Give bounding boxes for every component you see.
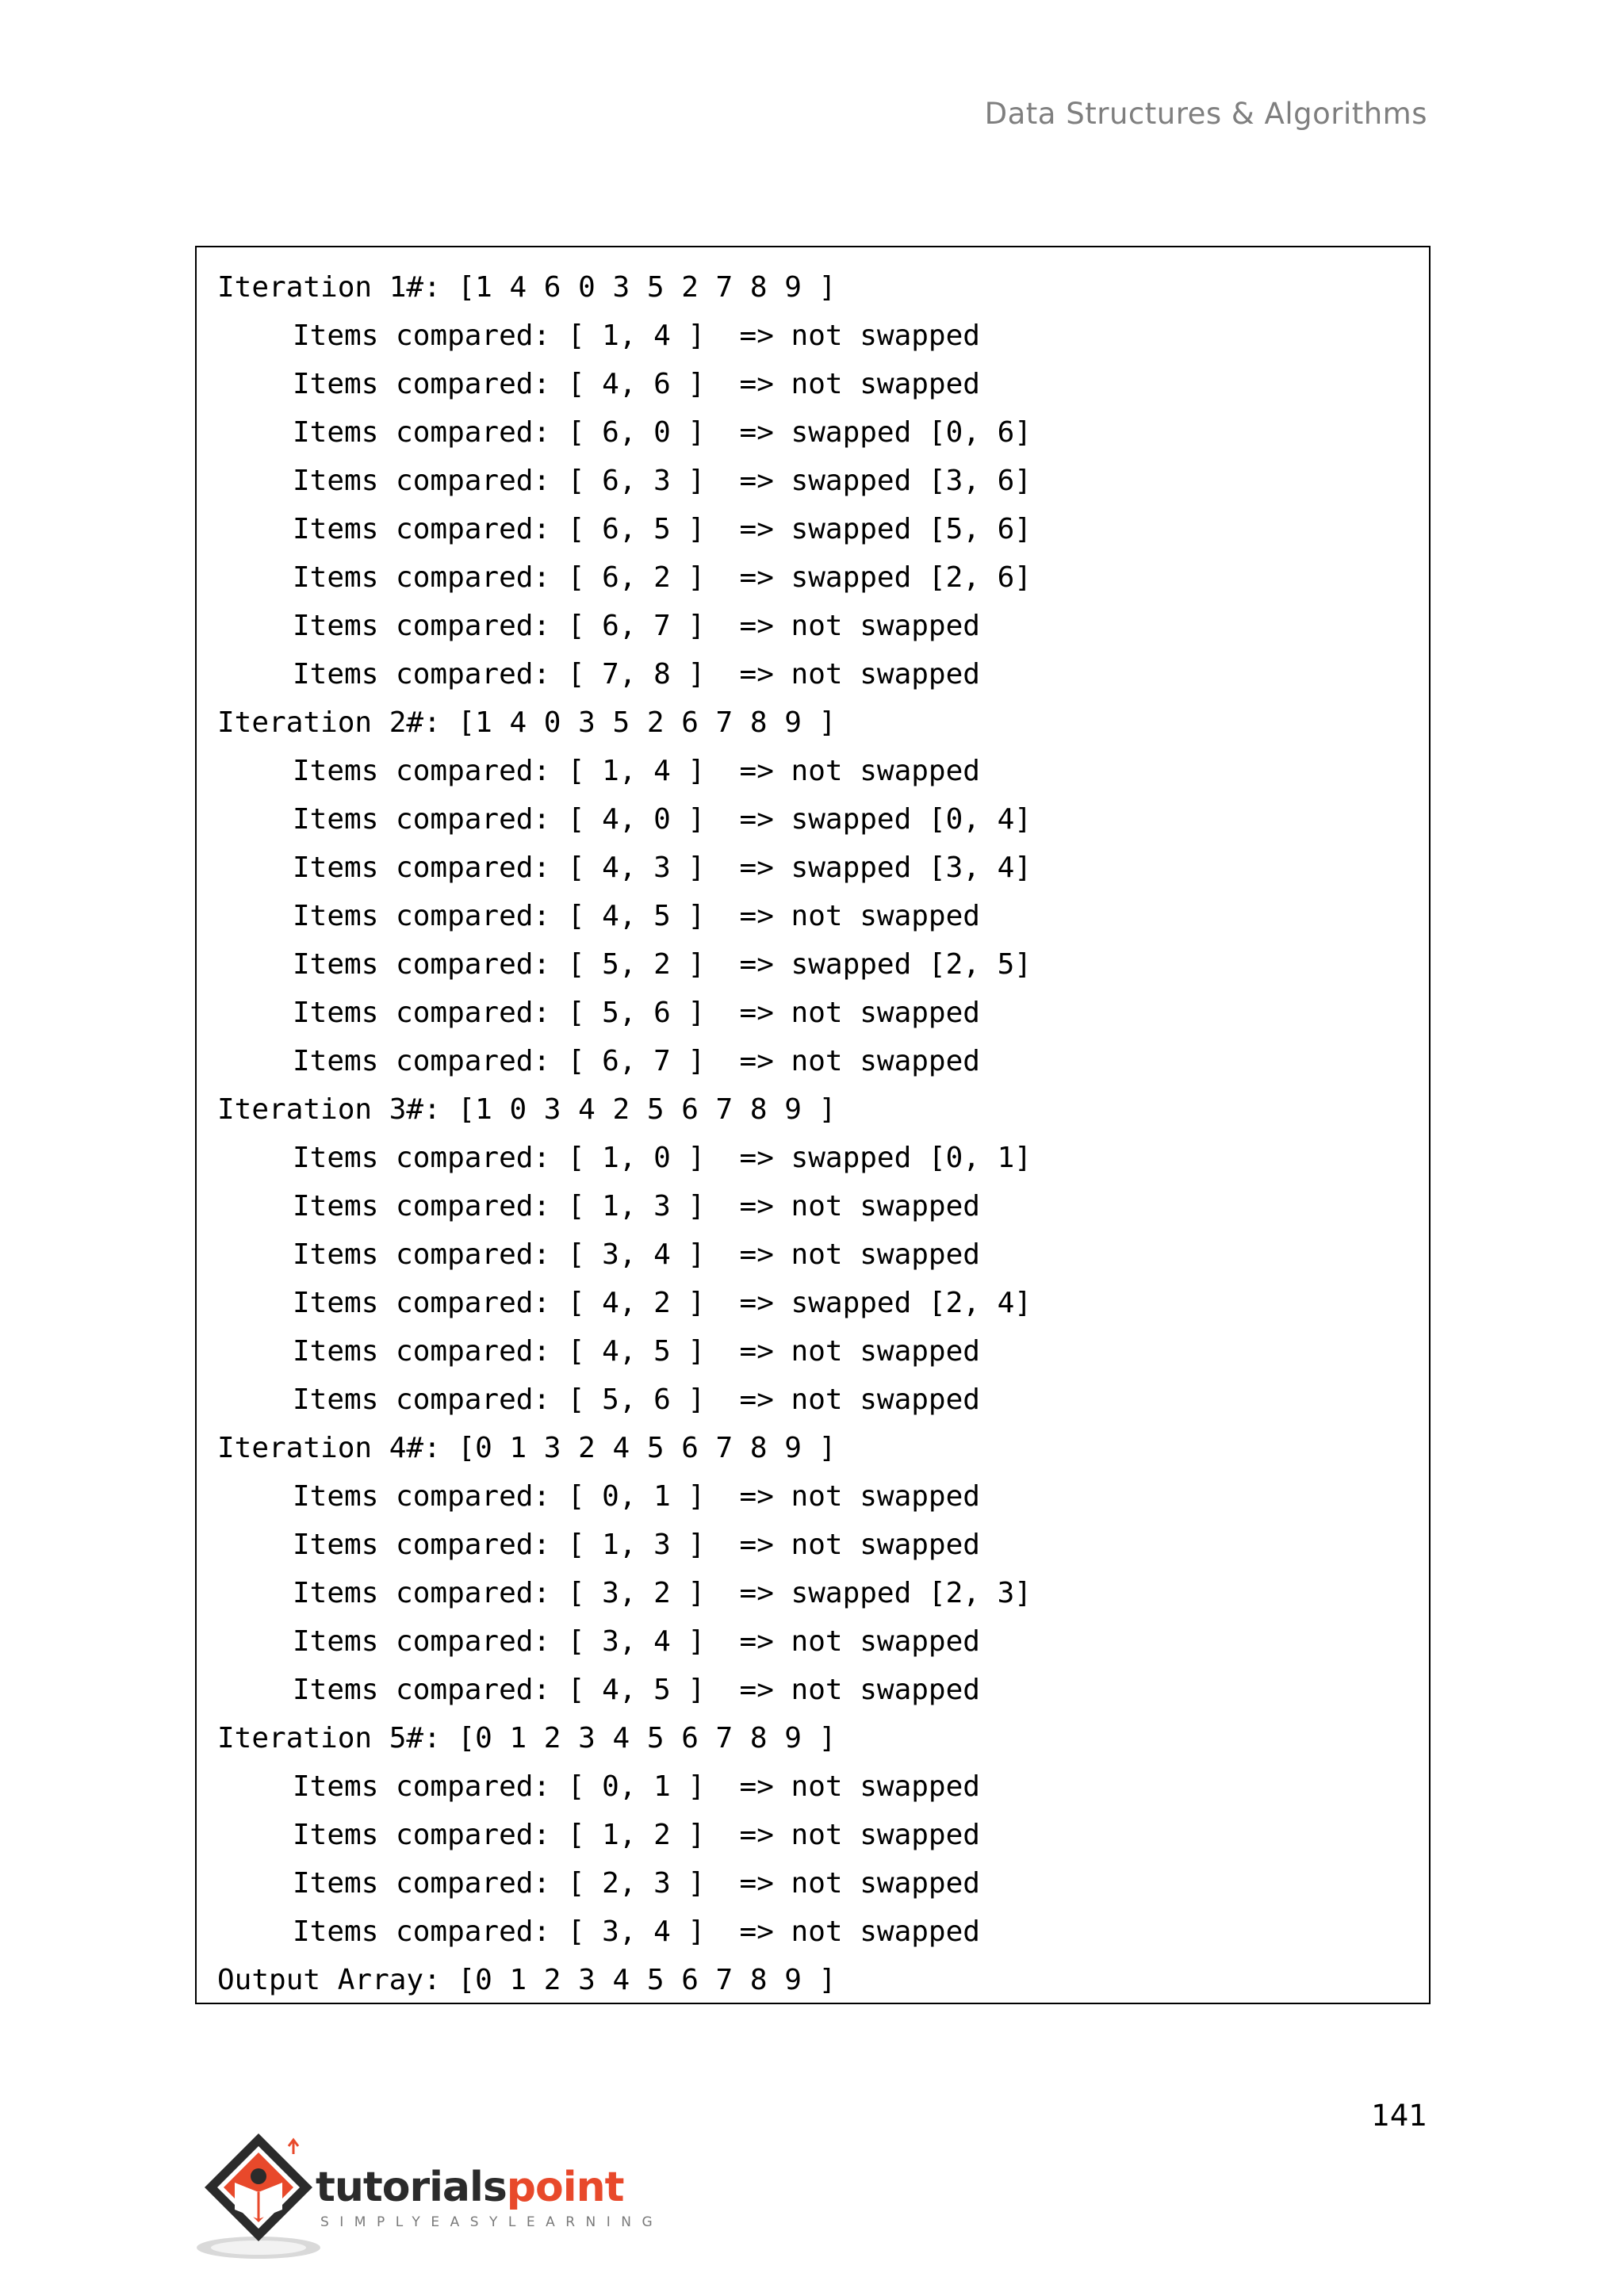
code-line-comparison: Items compared: [ 4, 0 ] => swapped [0, 4] xyxy=(293,803,1032,836)
code-line-comparison: Items compared: [ 4, 2 ] => swapped [2, 4] xyxy=(293,1287,1032,1319)
code-line-comparison: Items compared: [ 1, 0 ] => swapped [0, 1] xyxy=(293,1142,1032,1174)
code-line-comparison: Items compared: [ 3, 4 ] => not swapped xyxy=(293,1915,980,1948)
code-line-comparison: Items compared: [ 1, 4 ] => not swapped xyxy=(293,755,980,787)
code-line-comparison: Items compared: [ 6, 7 ] => not swapped xyxy=(293,1045,980,1077)
code-line-comparison: Items compared: [ 4, 3 ] => swapped [3, 4] xyxy=(293,851,1032,884)
code-line-comparison: Items compared: [ 1, 3 ] => not swapped xyxy=(293,1529,980,1561)
code-line-iteration: Iteration 2#: [1 4 0 3 5 2 6 7 8 9 ] xyxy=(217,706,837,739)
code-line-comparison: Items compared: [ 2, 3 ] => not swapped xyxy=(293,1867,980,1900)
logo-word-tutorials: tutorials xyxy=(316,2164,507,2211)
code-line-comparison: Items compared: [ 0, 1 ] => not swapped xyxy=(293,1770,980,1803)
code-line-comparison: Items compared: [ 4, 5 ] => not swapped xyxy=(293,900,980,932)
code-line-comparison: Items compared: [ 6, 7 ] => not swapped xyxy=(293,610,980,642)
code-lines xyxy=(217,263,1032,2004)
logo-wordmark xyxy=(316,2164,623,2211)
code-line-comparison: Items compared: [ 6, 2 ] => swapped [2, 6] xyxy=(293,561,1032,594)
code-line-comparison: Items compared: [ 7, 8 ] => not swapped xyxy=(293,658,980,691)
code-line-comparison: Items compared: [ 4, 5 ] => not swapped xyxy=(293,1335,980,1368)
code-line-iteration: Iteration 3#: [1 0 3 4 2 5 6 7 8 9 ] xyxy=(217,1093,837,1126)
page-number: 141 xyxy=(1371,2099,1427,2133)
code-line-comparison: Items compared: [ 1, 2 ] => not swapped xyxy=(293,1819,980,1851)
code-line-comparison: Items compared: [ 4, 6 ] => not swapped xyxy=(293,368,980,400)
tutorialspoint-logo xyxy=(195,2129,664,2263)
code-line-comparison: Items compared: [ 5, 6 ] => not swapped xyxy=(293,997,980,1029)
code-line-comparison: Items compared: [ 1, 3 ] => not swapped xyxy=(293,1190,980,1223)
running-header-title: Data Structures & Algorithms xyxy=(984,97,1427,131)
code-line-comparison: Items compared: [ 5, 2 ] => swapped [2, 5] xyxy=(293,948,1032,981)
logo-word-point: point xyxy=(506,2164,624,2211)
code-line-comparison: Items compared: [ 5, 6 ] => not swapped xyxy=(293,1383,980,1416)
code-line-comparison: Items compared: [ 6, 5 ] => swapped [5, 6] xyxy=(293,513,1032,545)
code-line-iteration: Output Array: [0 1 2 3 4 5 6 7 8 9 ] xyxy=(217,1964,837,1996)
code-line-comparison: Items compared: [ 0, 1 ] => not swapped xyxy=(293,1480,980,1513)
code-line-comparison: Items compared: [ 3, 4 ] => not swapped xyxy=(293,1625,980,1658)
tutorialspoint-logo-icon xyxy=(195,2129,322,2263)
code-line-comparison: Items compared: [ 6, 0 ] => swapped [0, 6] xyxy=(293,416,1032,449)
code-line-iteration: Iteration 4#: [0 1 3 2 4 5 6 7 8 9 ] xyxy=(217,1432,837,1464)
code-line-comparison: Items compared: [ 3, 4 ] => not swapped xyxy=(293,1238,980,1271)
code-line-iteration: Iteration 5#: [0 1 2 3 4 5 6 7 8 9 ] xyxy=(217,1722,837,1755)
code-output-box xyxy=(195,246,1431,2004)
code-line-iteration: Iteration 1#: [1 4 6 0 3 5 2 7 8 9 ] xyxy=(217,271,837,304)
code-line-comparison: Items compared: [ 4, 5 ] => not swapped xyxy=(293,1674,980,1706)
code-line-comparison: Items compared: [ 6, 3 ] => swapped [3, 6] xyxy=(293,465,1032,497)
logo-tagline: SIMPLYEASYLEARNING xyxy=(320,2214,664,2230)
code-line-comparison: Items compared: [ 1, 4 ] => not swapped xyxy=(293,320,980,352)
code-line-comparison: Items compared: [ 3, 2 ] => swapped [2, 3] xyxy=(293,1577,1032,1609)
